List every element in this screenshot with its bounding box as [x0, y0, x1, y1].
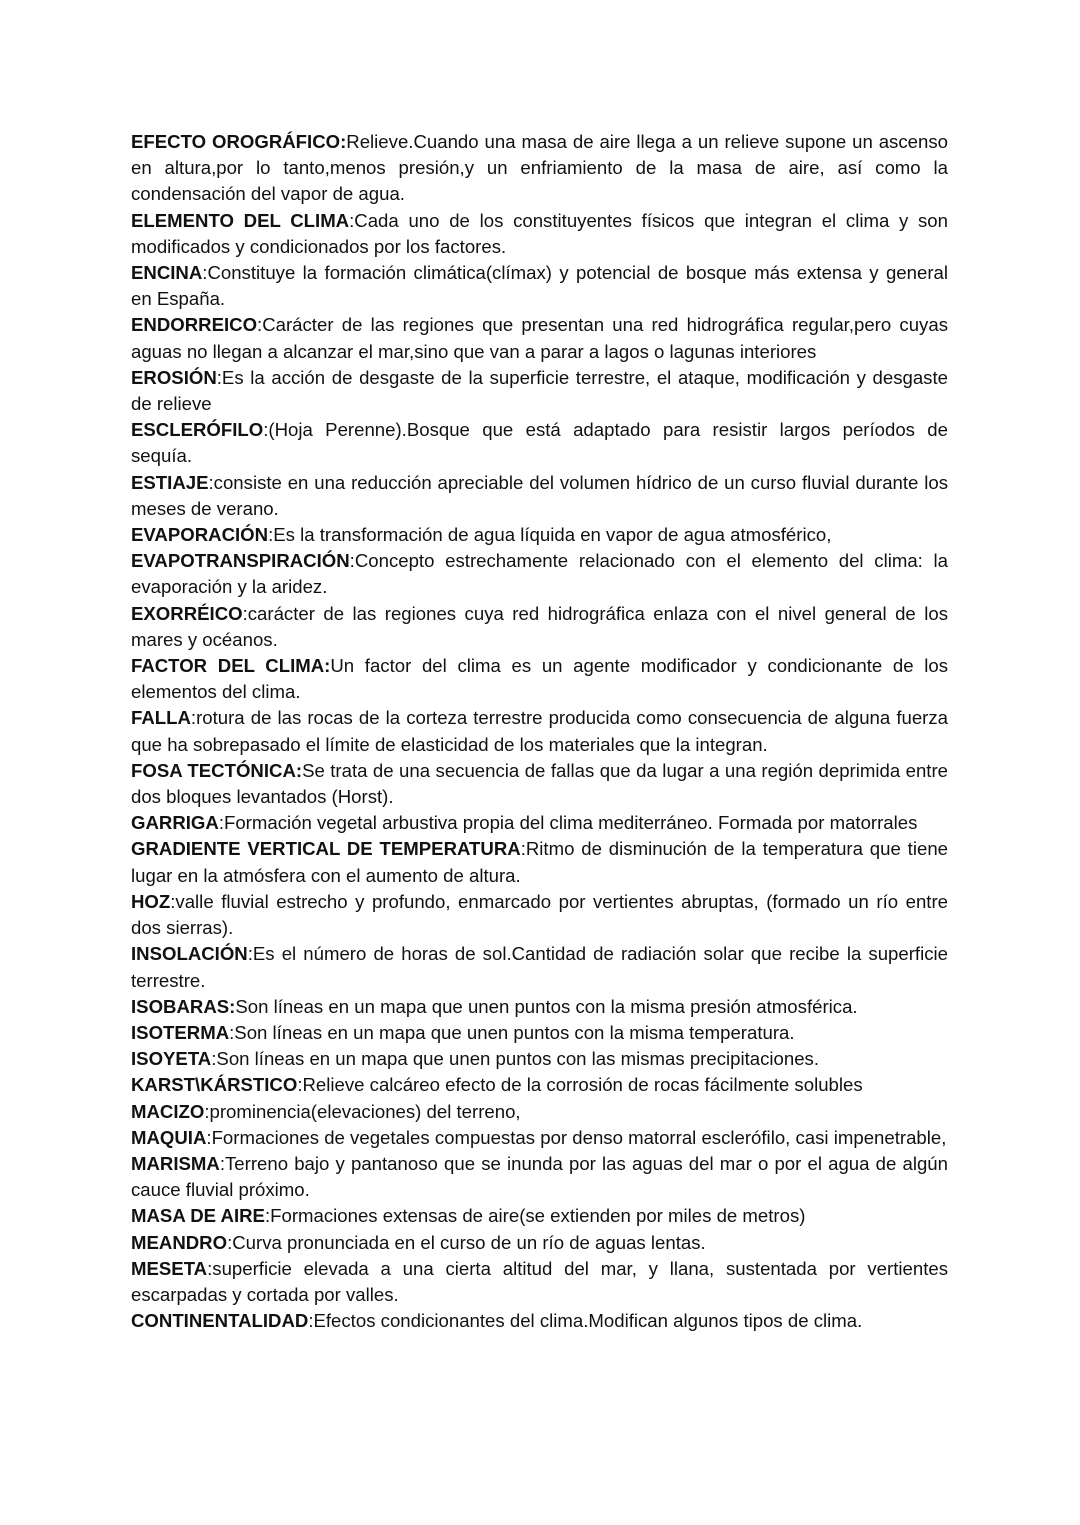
- glossary-entry-garriga: [131, 810, 948, 836]
- glossary-definition: :Concepto estrechamente relacionado con el elemento del clima: la evaporación y la aridez.: [131, 550, 948, 598]
- glossary-term: ESCLERÓFILO: [131, 419, 264, 441]
- glossary-entry-meandro: [131, 1230, 948, 1256]
- glossary-term: ENCINA: [131, 262, 203, 284]
- glossary-term: FOSA TECTÓNICA:: [131, 759, 303, 781]
- glossary-entry-gradiente-vertical: [131, 836, 948, 888]
- glossary-term: FALLA: [131, 707, 191, 729]
- glossary-entry-meseta: [131, 1256, 948, 1308]
- glossary-definition: :superficie elevada a una cierta altitud del mar, y llana, sustentada por vertientes escarpadas y cortada por valles.: [131, 1257, 948, 1305]
- glossary-definition: :Formaciones de vegetales compuestas por denso matorral esclerófilo, casi impenetrable,: [206, 1126, 947, 1148]
- glossary-definition: :Es el número de horas de sol.Cantidad de radiación solar que recibe la superficie terrestre.: [131, 943, 948, 991]
- glossary-entry-hoz: [131, 889, 948, 941]
- glossary-definition: :Terreno bajo y pantanoso que se inunda por las aguas del mar o por el agua de algún cauce fluvial próximo.: [131, 1152, 948, 1201]
- glossary-entry-encina: [131, 260, 948, 312]
- glossary-entry-falla: [131, 705, 948, 757]
- glossary-term: MACIZO: [131, 1100, 205, 1122]
- glossary-term: ISOYETA: [131, 1048, 212, 1070]
- glossary-entry-karst: [131, 1072, 948, 1098]
- glossary-definition: :rotura de las rocas de la corteza terrestre producida como consecuencia de alguna fuerza que ha sobrepasado el límite de elasticidad de los materiales que la integran.: [131, 707, 948, 755]
- glossary-entry-isoyeta: [131, 1046, 948, 1072]
- glossary-definition: :valle fluvial estrecho y profundo, enmarcado por vertientes abruptas, (formado un río entre dos sierras).: [131, 890, 948, 939]
- glossary-term: ENDORREICO: [131, 314, 258, 336]
- glossary-term: CONTINENTALIDAD: [131, 1310, 309, 1332]
- glossary-definition: :Efectos condicionantes del clima.Modifican algunos tipos de clima.: [308, 1310, 863, 1332]
- glossary-entry-macizo: [131, 1099, 948, 1125]
- glossary-entry-efecto-orografico: [131, 129, 948, 208]
- glossary-entry-elemento-del-clima: [131, 208, 948, 260]
- glossary-definition: :Es la transformación de agua líquida en vapor de agua atmosférico,: [268, 524, 832, 546]
- glossary-definition: :Formación vegetal arbustiva propia del clima mediterráneo. Formada por matorrales: [218, 812, 918, 834]
- glossary-term: EVAPOTRANSPIRACIÓN: [131, 550, 350, 572]
- glossary-entry-continentalidad: [131, 1308, 948, 1334]
- glossary-term: GRADIENTE VERTICAL DE TEMPERATURA: [131, 838, 521, 860]
- glossary-definition: :consiste en una reducción apreciable del volumen hídrico de un curso fluvial durante los meses de verano.: [131, 471, 948, 519]
- glossary-term: EROSIÓN: [131, 366, 217, 388]
- glossary-term: INSOLACIÓN: [131, 943, 248, 965]
- glossary-definition: :Relieve calcáreo efecto de la corrosión de rocas fácilmente solubles: [297, 1074, 863, 1096]
- glossary-definition: :Son líneas en un mapa que unen puntos con la misma temperatura.: [229, 1021, 795, 1043]
- glossary-term: ISOTERMA: [131, 1021, 230, 1043]
- glossary-entry-endorreico: [131, 312, 948, 364]
- glossary-term: EFECTO OROGRÁFICO:: [131, 131, 347, 152]
- glossary-page: [131, 129, 948, 1334]
- glossary-term: MARISMA: [131, 1152, 220, 1174]
- glossary-term: KARST\KÁRSTICO: [131, 1074, 298, 1096]
- glossary-entry-marisma: [131, 1151, 948, 1203]
- glossary-term: MASA DE AIRE: [131, 1205, 265, 1227]
- glossary-definition: :Formaciones extensas de aire(se extienden por miles de metros): [264, 1205, 806, 1227]
- glossary-definition: :Curva pronunciada en el curso de un río de aguas lentas.: [227, 1231, 706, 1253]
- glossary-definition: :Cada uno de los constituyentes físicos que integran el clima y son modificados y condicionados por los factores.: [131, 209, 948, 257]
- glossary-term: MESETA: [131, 1257, 208, 1279]
- glossary-term: ISOBARAS:: [131, 995, 236, 1017]
- glossary-term: GARRIGA: [131, 812, 219, 834]
- glossary-term: MAQUIA: [131, 1126, 207, 1148]
- glossary-definition: Son líneas en un mapa que unen puntos con la misma presión atmosférica.: [235, 995, 858, 1017]
- glossary-definition: Se trata de una secuencia de fallas que da lugar a una región deprimida entre dos bloques levantados (Horst).: [131, 759, 948, 808]
- glossary-entry-maquia: [131, 1125, 948, 1151]
- glossary-entry-masa-de-aire: [131, 1203, 948, 1229]
- glossary-entry-insolacion: [131, 941, 948, 993]
- glossary-definition: Relieve.Cuando una masa de aire llega a un relieve supone un ascenso en altura,por lo tanto,menos presión,y un enfriamiento de la masa de aire, así como la condensación del vapor de agua.: [131, 131, 948, 205]
- glossary-entry-erosion: [131, 365, 948, 417]
- glossary-definition: :Constituye la formación climática(clímax) y potencial de bosque más extensa y general en España.: [131, 262, 948, 310]
- glossary-definition: Un factor del clima es un agente modificador y condicionante de los elementos del clima.: [131, 655, 948, 703]
- glossary-term: EXORRÉICO: [131, 602, 243, 624]
- glossary-term: HOZ: [131, 890, 171, 912]
- glossary-entry-exorreico: [131, 601, 948, 653]
- glossary-term: FACTOR DEL CLIMA:: [131, 655, 331, 677]
- glossary-entry-estiaje: [131, 470, 948, 522]
- glossary-entry-fosa-tectonica: [131, 758, 948, 810]
- glossary-entry-evapotranspiracion: [131, 548, 948, 600]
- glossary-definition: :prominencia(elevaciones) del terreno,: [204, 1100, 521, 1122]
- glossary-definition: :Es la acción de desgaste de la superficie terrestre, el ataque, modificación y desgaste de relieve: [131, 366, 948, 415]
- glossary-definition: :Carácter de las regiones que presentan una red hidrográfica regular,pero cuyas aguas no llegan a alcanzar el mar,sino que van a parar a lagos o lagunas interiores: [131, 314, 948, 362]
- glossary-definition: :Ritmo de disminución de la temperatura que tiene lugar en la atmósfera con el aumento de altura.: [131, 838, 948, 886]
- glossary-definition: :carácter de las regiones cuya red hidrográfica enlaza con el nivel general de los mares y océanos.: [131, 602, 948, 650]
- glossary-term: ESTIAJE: [131, 471, 209, 493]
- glossary-definition: :Son líneas en un mapa que unen puntos con las mismas precipitaciones.: [211, 1048, 820, 1070]
- glossary-entry-factor-del-clima: [131, 653, 948, 705]
- glossary-term: EVAPORACIÓN: [131, 524, 269, 546]
- glossary-definition: :(Hoja Perenne).Bosque que está adaptado para resistir largos períodos de sequía.: [131, 419, 948, 467]
- glossary-term: ELEMENTO DEL CLIMA: [131, 209, 350, 231]
- glossary-entry-evaporacion: [131, 522, 948, 548]
- glossary-entry-esclerofilo: [131, 417, 948, 469]
- glossary-entry-isobaras: [131, 994, 948, 1020]
- glossary-entry-isoterma: [131, 1020, 948, 1046]
- glossary-term: MEANDRO: [131, 1231, 228, 1253]
